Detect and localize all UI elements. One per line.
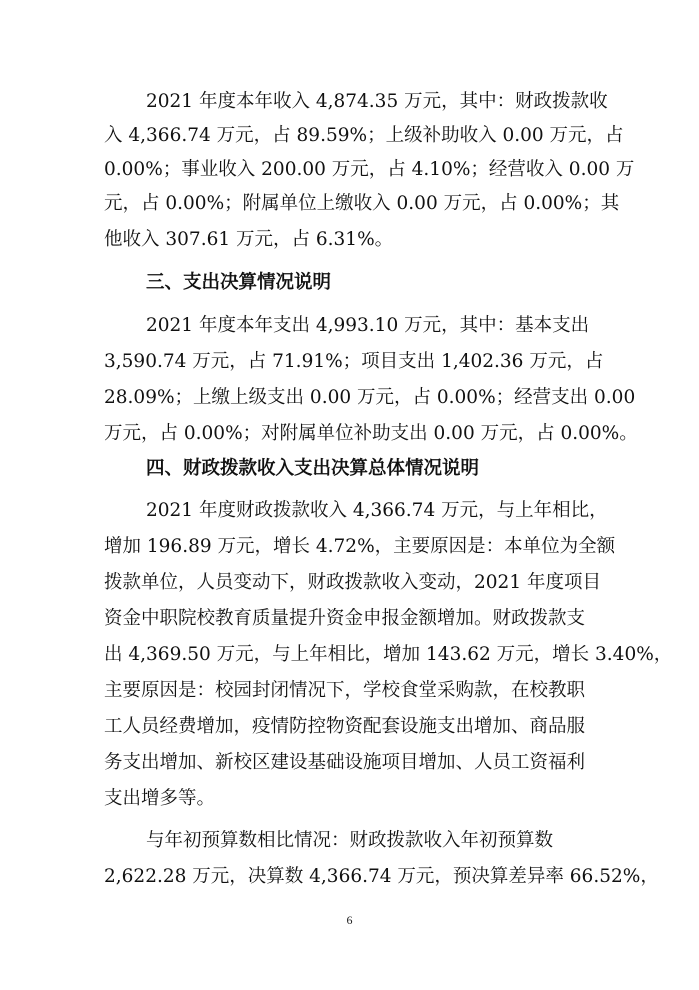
paragraph-line (0, 745, 699, 781)
paragraph-line (0, 637, 699, 673)
line-text: 他收入 307.61 万元，占 6.31%。 (104, 229, 394, 250)
line-text: 元，占 0.00%；附属单位上缴收入 0.00 万元，占 0.00%；其 (104, 193, 620, 214)
line-text: 2021 年度本年支出 4,993.10 万元，其中：基本支出 (146, 315, 590, 336)
page-number: 6 (346, 913, 353, 927)
paragraph-line (0, 601, 699, 637)
line-text: 务支出增加、新校区建设基础设施项目增加、人员工资福利 (104, 752, 586, 773)
line-text: 28.09%；上缴上级支出 0.00 万元，占 0.00%；经营支出 0.00 (104, 387, 636, 408)
paragraph-line (0, 380, 699, 416)
paragraph-line (0, 152, 699, 188)
section-heading (0, 265, 699, 301)
paragraph-line (0, 84, 699, 120)
line-text: 工人员经费增加，疫情防控物资配套设施支出增加、商品服 (104, 716, 586, 737)
line-text: 2,622.28 万元，决算数 4,366.74 万元，预决算差异率 66.52%， (104, 866, 659, 887)
line-text: 支出增多等。 (104, 788, 216, 809)
line-text: 2021 年度本年收入 4,874.35 万元，其中：财政拨款收 (146, 91, 608, 112)
line-text: 2021 年度财政拨款收入 4,366.74 万元，与上年相比， (146, 500, 608, 521)
section-heading (0, 451, 699, 487)
line-text: 0.00%；事业收入 200.00 万元，占 4.10%；经营收入 0.00 万 (104, 159, 635, 180)
paragraph-line (0, 565, 699, 601)
paragraph-line (0, 823, 699, 859)
section-heading-text: 三、支出决算情况说明 (146, 272, 332, 293)
paragraph-line (0, 529, 699, 565)
line-text: 拨款单位，人员变动下，财政拨款收入变动，2021 年度项目 (104, 572, 601, 593)
line-text: 出 4,369.50 万元，与上年相比，增加 143.62 万元，增长 3.40%， (104, 644, 673, 665)
paragraph-line (0, 416, 699, 452)
paragraph-line (0, 308, 699, 344)
line-text: 万元，占 0.00%；对附属单位补助支出 0.00 万元，占 0.00%。 (104, 423, 638, 444)
section-heading-text: 四、财政拨款收入支出决算总体情况说明 (146, 458, 480, 479)
paragraph-line (0, 781, 699, 817)
line-text: 入 4,366.74 万元，占 89.59%；上级补助收入 0.00 万元，占 (104, 125, 624, 146)
line-text: 资金中职院校教育质量提升资金申报金额增加。财政拨款支 (104, 608, 586, 629)
paragraph-line (0, 709, 699, 745)
paragraph-line (0, 859, 699, 895)
line-text: 增加 196.89 万元，增长 4.72%，主要原因是：本单位为全额 (104, 536, 616, 557)
paragraph-line (0, 222, 699, 258)
line-text: 3,590.74 万元，占 71.91%；项目支出 1,402.36 万元，占 (104, 351, 604, 372)
line-text: 主要原因是：校园封闭情况下，学校食堂采购款，在校教职 (104, 680, 586, 701)
paragraph-line (0, 493, 699, 529)
paragraph-line (0, 344, 699, 380)
line-text: 与年初预算数相比情况：财政拨款收入年初预算数 (146, 830, 554, 851)
paragraph-line (0, 118, 699, 154)
paragraph-line (0, 186, 699, 222)
paragraph-line (0, 673, 699, 709)
